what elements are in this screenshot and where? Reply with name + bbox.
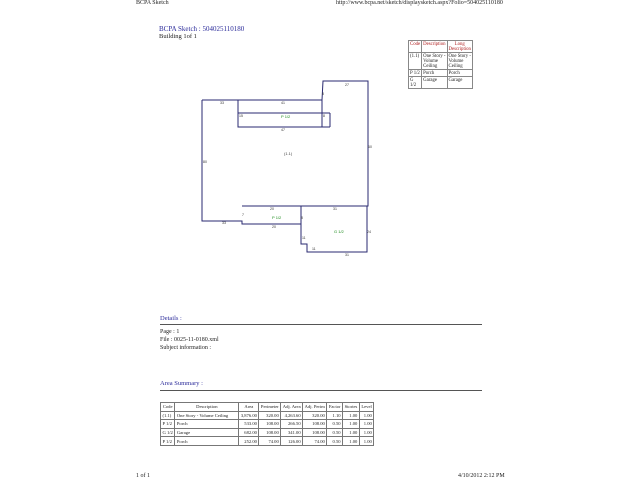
details-subject: Subject information :	[160, 345, 211, 351]
details-file: File : 0025-11-0180.xml	[160, 337, 219, 343]
table-row	[161, 411, 374, 420]
dim-label: 31	[333, 207, 337, 211]
legend-code: P 1/2	[410, 70, 420, 76]
cell-stories: 1.00	[343, 437, 360, 446]
cell-factor: 0.50	[327, 428, 343, 437]
col-stories: Stories	[344, 404, 358, 410]
page-url: http://www.bcpa.net/sketch/displaysketch.aspx?Folio=504025110180	[336, 0, 503, 6]
page-title: BCPA Sketch	[136, 0, 169, 6]
cell-perimeter: 108.00	[259, 428, 281, 437]
porch-top-outline	[238, 100, 322, 113]
cell-level: 1.00	[359, 411, 373, 420]
dim-label: 80	[203, 160, 207, 164]
cell-area: 3,876.00	[240, 412, 257, 418]
dim-label: 47	[281, 128, 285, 132]
area-label-garage: G 1/2	[334, 229, 344, 234]
cell-description: Garage	[175, 428, 239, 437]
dim-label: 20	[270, 207, 274, 211]
page-count: 1 of 1	[136, 473, 150, 479]
dim-label: 24	[367, 230, 371, 234]
legend-description: Porch	[422, 70, 447, 77]
area-label-porch-top: P 1/2	[281, 114, 291, 119]
cell-stories: 1.00	[343, 420, 360, 429]
legend-col-long-description: Long Description	[448, 41, 471, 52]
dim-label: 15	[239, 114, 243, 118]
legend-long-description: Garage	[447, 77, 472, 89]
dim-label: 8	[322, 92, 324, 96]
cell-adj-area: 341.00	[281, 428, 303, 437]
cell-description: Porch	[175, 437, 239, 446]
col-description: Description	[175, 403, 239, 412]
cell-level: 1.00	[359, 420, 373, 429]
details-divider	[160, 324, 482, 325]
table-row	[161, 428, 374, 437]
cell-adj-area: 126.00	[281, 437, 303, 446]
area-summary-heading: Area Summary :	[160, 380, 203, 387]
cell-factor: 1.10	[327, 411, 343, 420]
cell-adj-perim: 74.00	[303, 437, 327, 446]
col-factor: Factor	[328, 404, 341, 410]
legend-long-description: Porch	[447, 70, 472, 77]
cell-code: P 1/2	[161, 437, 175, 446]
cell-level: 1.00	[359, 437, 373, 446]
dim-label: 11	[302, 236, 306, 240]
dim-label: 8	[301, 216, 303, 220]
cell-factor: 0.50	[327, 437, 343, 446]
cell-code: G 1/2	[162, 430, 173, 436]
dim-label: 33	[220, 101, 224, 105]
print-timestamp: 4/10/2012 2:12 PM	[458, 473, 505, 479]
dim-label: 31	[345, 253, 349, 257]
cell-adj-perim: 320.00	[303, 411, 327, 420]
col-area: Area	[239, 403, 259, 412]
cell-adj-area: 266.50	[281, 420, 303, 429]
cell-stories: 1.00	[343, 411, 360, 420]
cell-stories: 1.00	[343, 428, 360, 437]
dim-label: 7	[242, 213, 244, 217]
details-page: Page : 1	[160, 329, 180, 335]
legend-long-description: One Story - Volume Ceiling	[448, 53, 471, 69]
cell-description: One Story - Volume Ceiling	[175, 411, 239, 420]
dim-label: 8	[323, 114, 325, 118]
cell-description: Porch	[175, 420, 239, 429]
cell-level: 1.00	[359, 428, 373, 437]
legend-col-code: Code	[409, 41, 422, 53]
dim-label: 41	[281, 101, 285, 105]
cell-area: 533.00	[239, 420, 259, 429]
cell-adj-area: 4,263.60	[281, 411, 303, 420]
cell-code: P 1/2	[161, 420, 175, 429]
area-header-row	[161, 403, 374, 412]
area-label-porch-bottom: P 1/2	[272, 215, 282, 220]
table-row	[161, 437, 374, 446]
dim-label: 11	[312, 247, 316, 251]
building-label: Building 1of 1	[159, 33, 197, 40]
cell-adj-perim: 108.00	[303, 420, 327, 429]
cell-perimeter: 320.00	[259, 411, 281, 420]
legend-code: G 1/2	[409, 77, 422, 89]
cell-code: (1.1)	[161, 411, 175, 420]
cell-perimeter: 74.00	[259, 437, 281, 446]
table-row	[161, 420, 374, 429]
col-level: Level	[361, 404, 372, 410]
legend-col-description: Description	[422, 41, 447, 53]
sketch-title: BCPA Sketch : 504025110180	[159, 25, 245, 33]
cell-area: 682.00	[239, 428, 259, 437]
legend-description: One Story - Volume Ceiling	[423, 53, 446, 69]
cell-adj-perim: 108.00	[303, 428, 327, 437]
cell-factor: 0.50	[327, 420, 343, 429]
area-summary-table	[160, 402, 374, 446]
legend-code: (1.1)	[409, 53, 422, 70]
dim-label: 33	[222, 221, 226, 225]
legend-description: Garage	[422, 77, 447, 89]
area-summary-divider	[160, 390, 482, 391]
details-heading: Details :	[160, 315, 182, 322]
cell-perimeter: 108.00	[259, 420, 281, 429]
dim-label: 20	[272, 225, 276, 229]
col-adj-perim: Adj. Perim	[304, 404, 325, 410]
col-adj-area: Adj. Area	[282, 404, 301, 410]
cell-area: 252.00	[239, 437, 259, 446]
area-label-main: (1.1)	[284, 151, 293, 156]
dim-label: 27	[345, 83, 349, 87]
dim-label: 60	[368, 145, 372, 149]
col-code: Code	[161, 403, 175, 412]
col-perimeter: Perimeter	[260, 404, 279, 410]
